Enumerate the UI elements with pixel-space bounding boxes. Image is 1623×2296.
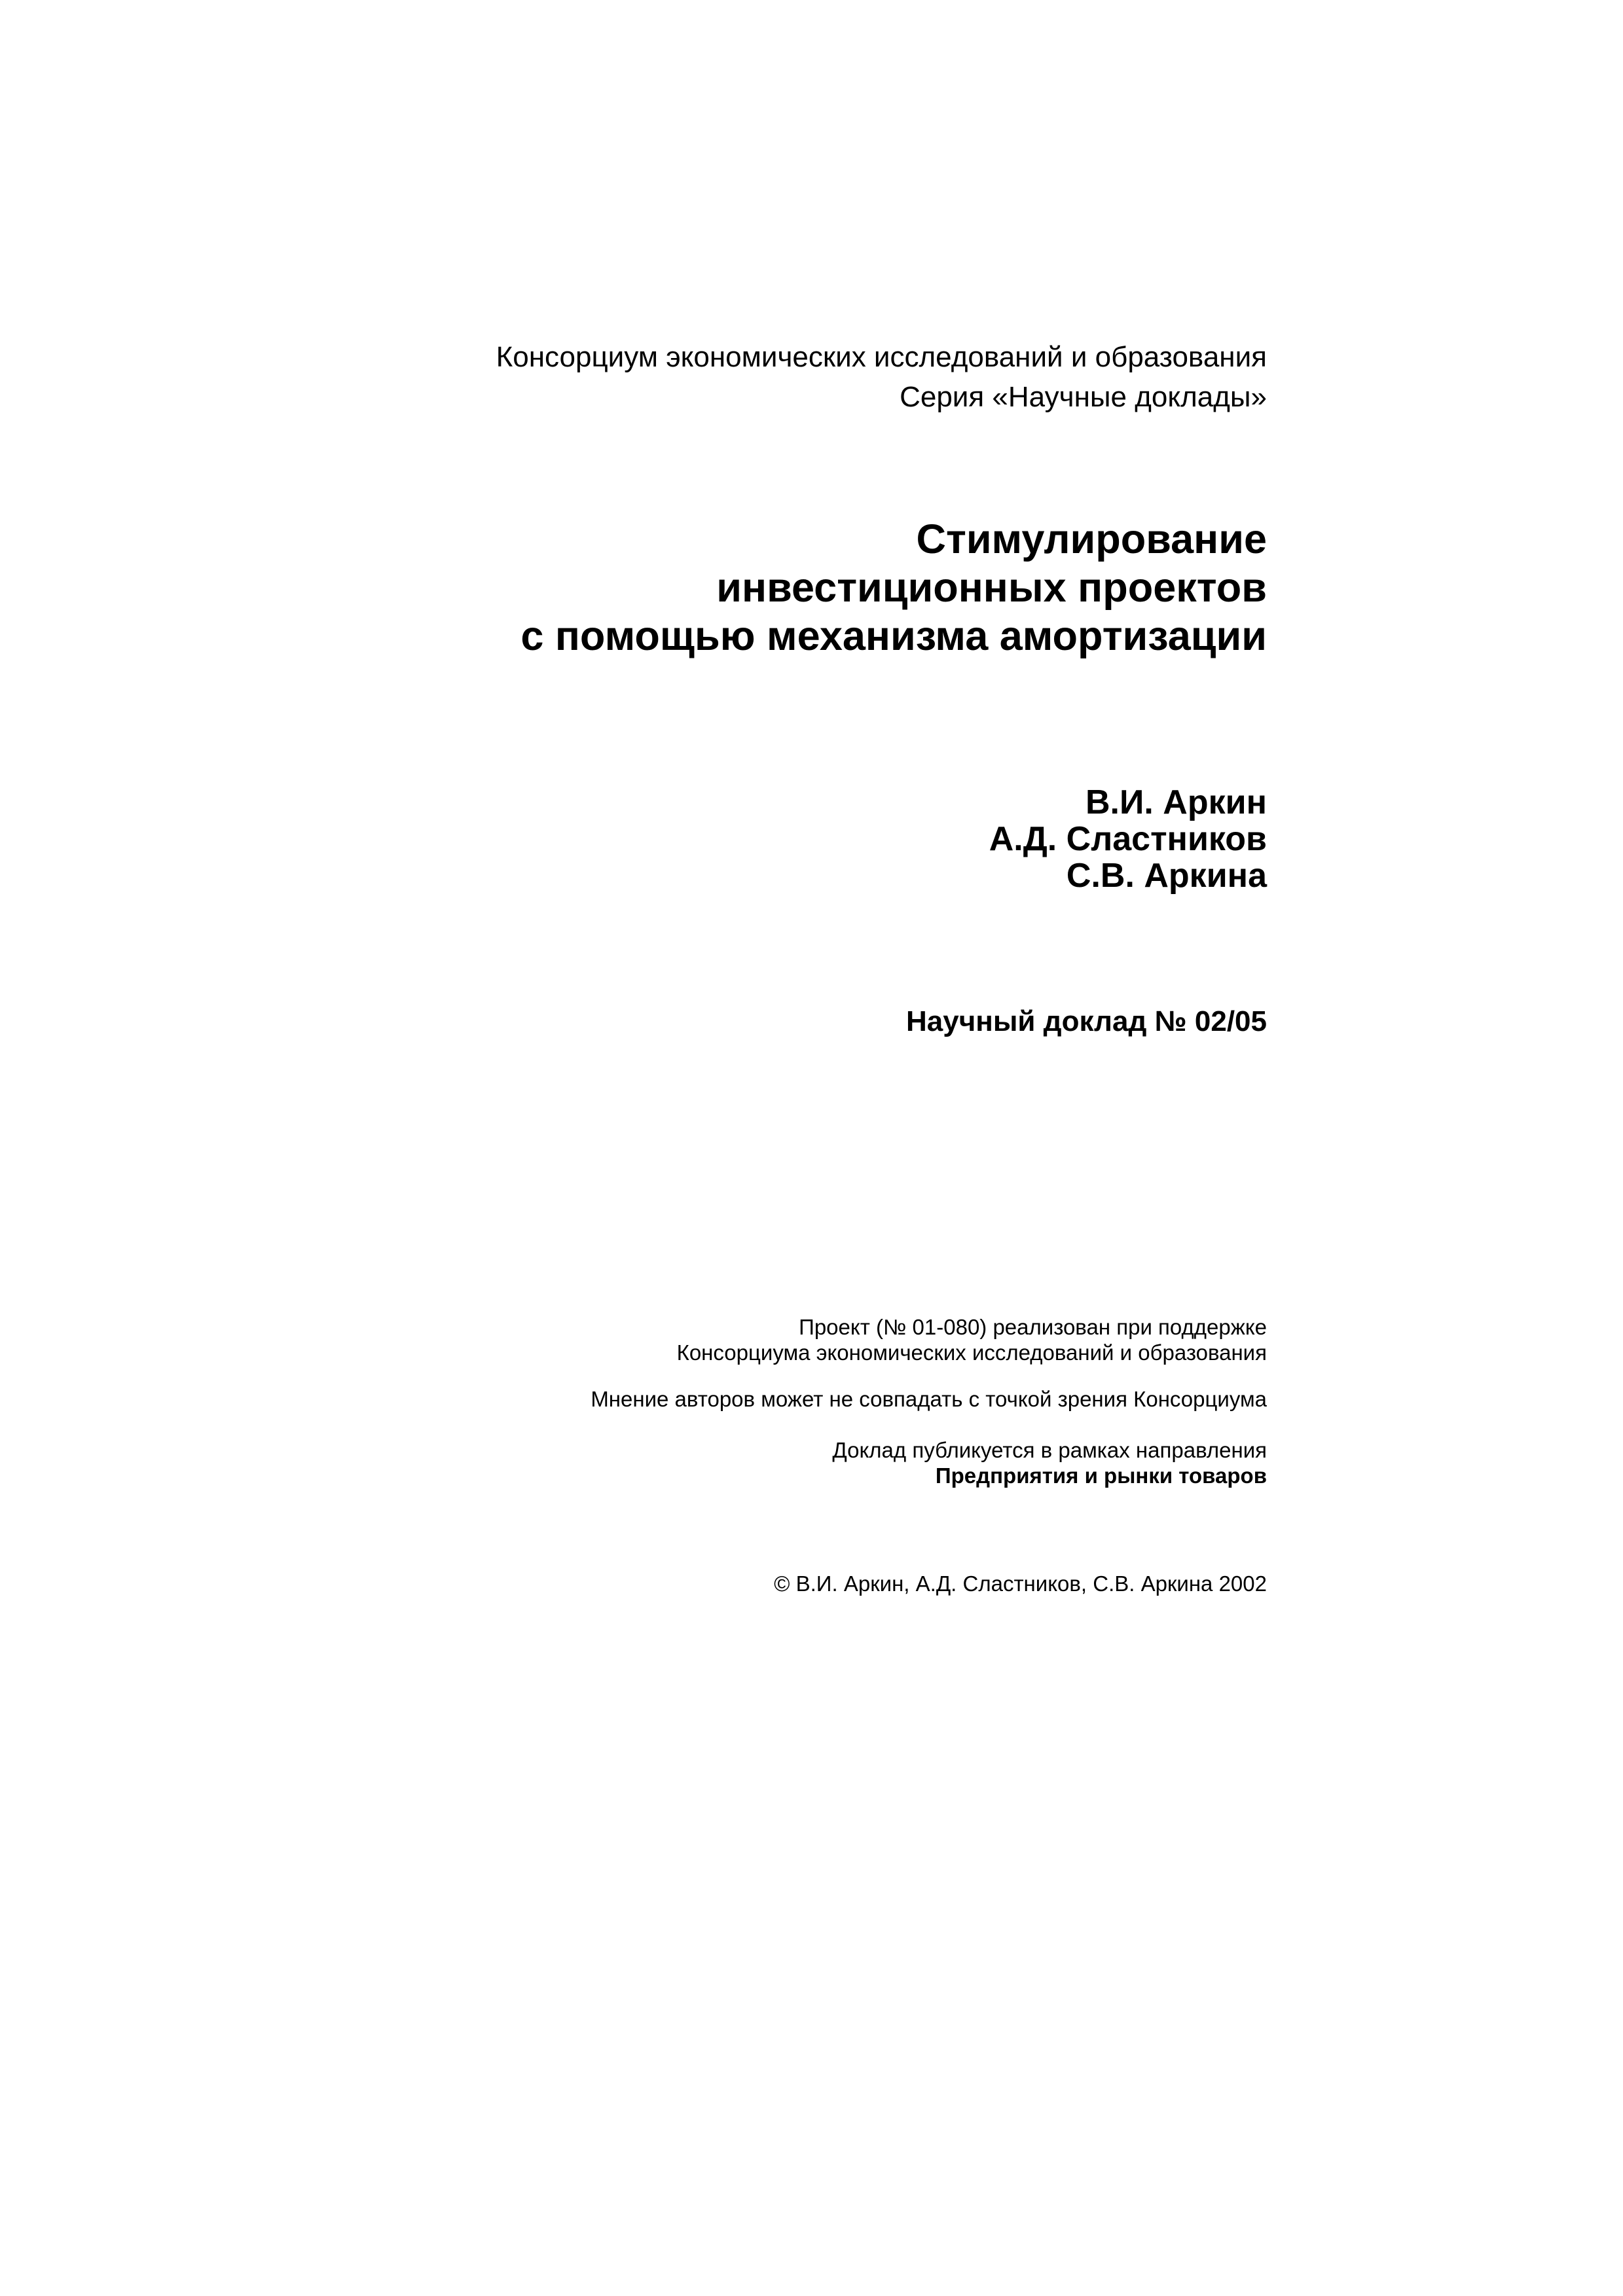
header-block xyxy=(496,337,1267,417)
title-line: с помощью механизма амортизации xyxy=(520,613,1267,659)
author-name: А.Д. Сластников xyxy=(989,820,1267,858)
author-name: С.В. Аркина xyxy=(1066,857,1267,895)
opinion-disclaimer: Мнение авторов может не совпадать с точкой зрения Консорциума xyxy=(591,1387,1267,1411)
direction-name: Предприятия и рынки товаров xyxy=(935,1463,1267,1488)
direction-note xyxy=(832,1437,1267,1488)
report-title xyxy=(520,515,1267,660)
support-note-line: Консорциума экономических исследований и образования xyxy=(676,1340,1267,1365)
support-note-line: Проект (№ 01-080) реализован при поддержке xyxy=(799,1315,1267,1339)
author-name: В.И. Аркин xyxy=(1085,783,1267,821)
title-line: инвестиционных проектов xyxy=(716,565,1267,611)
copyright-notice: © В.И. Аркин, А.Д. Сластников, С.В. Аркина 2002 xyxy=(774,1571,1267,1596)
direction-note-line: Доклад публикуется в рамках направления xyxy=(832,1438,1267,1462)
series-name: Серия «Научные доклады» xyxy=(900,381,1267,413)
report-number: Научный доклад № 02/05 xyxy=(905,1005,1267,1037)
authors-block xyxy=(989,784,1267,894)
support-note xyxy=(677,1314,1267,1365)
organization-name: Консорциум экономических исследований и образования xyxy=(496,341,1267,373)
title-line: Стимулирование xyxy=(916,516,1267,562)
